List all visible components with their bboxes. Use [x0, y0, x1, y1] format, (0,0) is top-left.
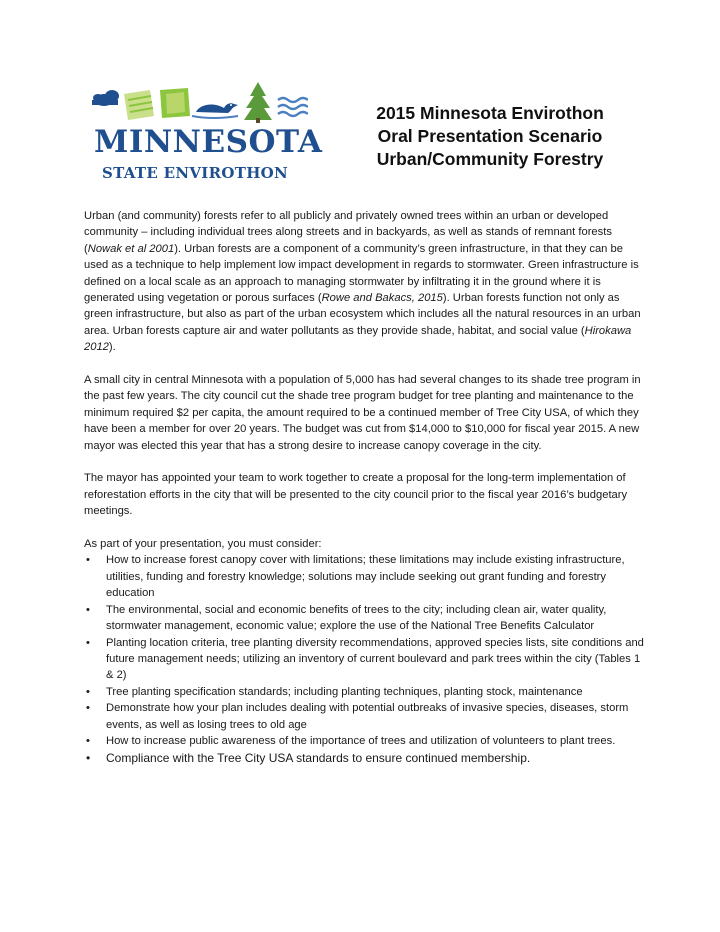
title-line-3: Urban/Community Forestry [376, 149, 604, 169]
loon-icon [192, 103, 238, 118]
bullet-icon: • [86, 685, 90, 698]
paragraph-text: ). Urban forests function not only as green infrastructure, but also as part of the urban ecosystem which includes all the natural resources in an urban area. Urban forests capture air and water pollutants as they provide shade, habitat, and social value ( [84, 292, 641, 337]
list-item-text: The environmental, social and economic benefits of trees to the city; including clean air, water quality, stormwater management, economic value; explore the use of the National Tree Benefits Calculator [106, 603, 607, 633]
citation: Hirokawa 2012 [84, 324, 632, 354]
list-item [84, 552, 644, 601]
list-item-text: Planting location criteria, tree planting diversity recommendations, approved species lists, site conditions and future management needs; utilizing an inventory of current boulevard and park trees within the city (Tables 1 & 2) [106, 636, 644, 682]
paragraph-text: Urban (and community) forests refer to all publicly and privately owned trees within an urban or developed community – including individual trees along streets and in backyards, as well as stands of remnant forests ( [84, 210, 612, 255]
title-line-1: 2015 Minnesota Envirothon [376, 103, 604, 123]
paragraph-city-scenario: A small city in central Minnesota with a population of 5,000 has had several changes to its shade tree program in the past few years. The city council cut the shade tree program budget for tree planting and maintenance to the minimum required $2 per capita, the amount required to be a continued member of Tree City USA, of which they have been a member for over 20 years. The budget was cut from $14,000 to $10,000 for fiscal year 2015. A new mayor was elected this year that has a strong desire to increase canopy coverage in the city. [84, 374, 641, 452]
list-item [84, 750, 644, 766]
paragraph-text: ). Urban forests are a component of a community’s green infrastructure, in that they can be used as a technique to help implement low impact development in regards to stormwater. Green infrastructure is defined on a local scale as an approach to managing stormwater by infiltrating it in the ground where it is generated using vegetation or porous surfaces ( [84, 242, 639, 305]
paragraph-mayor-proposal: The mayor has appointed your team to work together to create a proposal for the long-term implementation of reforestation efforts in the city that will be presented to the city council prior to the fiscal year 2016’s budgetary meetings. [84, 472, 628, 518]
bullet-icon: • [86, 636, 90, 649]
logo-wordmark-minnesota: MINNESOTA [94, 124, 323, 160]
bullet-icon: • [86, 702, 90, 715]
list-item-text: How to increase forest canopy cover with limitations; these limitations may include existing infrastructure, utilities, funding and forestry knowledge; solutions may include seeking out grant funding and forestry education [106, 554, 625, 600]
list-item [84, 700, 644, 733]
bullet-icon: • [86, 734, 90, 747]
bullet-icon: • [86, 554, 90, 567]
crops-icon [160, 88, 190, 118]
considerations-intro: As part of your presentation, you must consider: [84, 538, 322, 551]
document-title [330, 102, 650, 171]
logo-wordmark-state-envirothon: STATE ENVIROTHON [102, 164, 289, 182]
list-item [84, 635, 644, 684]
waves-icon [278, 98, 308, 116]
list-item [84, 602, 644, 635]
citation: Nowak et al 2001 [87, 242, 175, 255]
citation: Rowe and Bakacs, 2015 [321, 292, 443, 305]
paragraph-urban-forests [84, 208, 644, 356]
field-icon [124, 90, 154, 120]
minnesota-envirothon-logo [88, 80, 323, 190]
list-item-text: How to increase public awareness of the importance of trees and utilization of volunteers to plant trees. [106, 734, 616, 747]
bullet-icon: • [86, 751, 91, 766]
title-line-2: Oral Presentation Scenario [377, 126, 603, 146]
list-item-text: Compliance with the Tree City USA standards to ensure continued membership. [106, 751, 531, 766]
considerations-list [84, 552, 644, 766]
bullet-icon: • [86, 603, 90, 616]
document-body [84, 208, 644, 767]
cloud-icon [92, 90, 119, 106]
pine-tree-icon [244, 82, 272, 123]
list-item [84, 684, 644, 700]
list-item [84, 733, 644, 749]
list-item-text: Tree planting specification standards; including planting techniques, planting stock, maintenance [106, 685, 583, 698]
paragraph-text: ). [108, 341, 116, 354]
logo-icon-strip [88, 80, 308, 124]
list-item-text: Demonstrate how your plan includes dealing with potential outbreaks of invasive species, diseases, storm events, as well as losing trees to old age [106, 702, 629, 731]
